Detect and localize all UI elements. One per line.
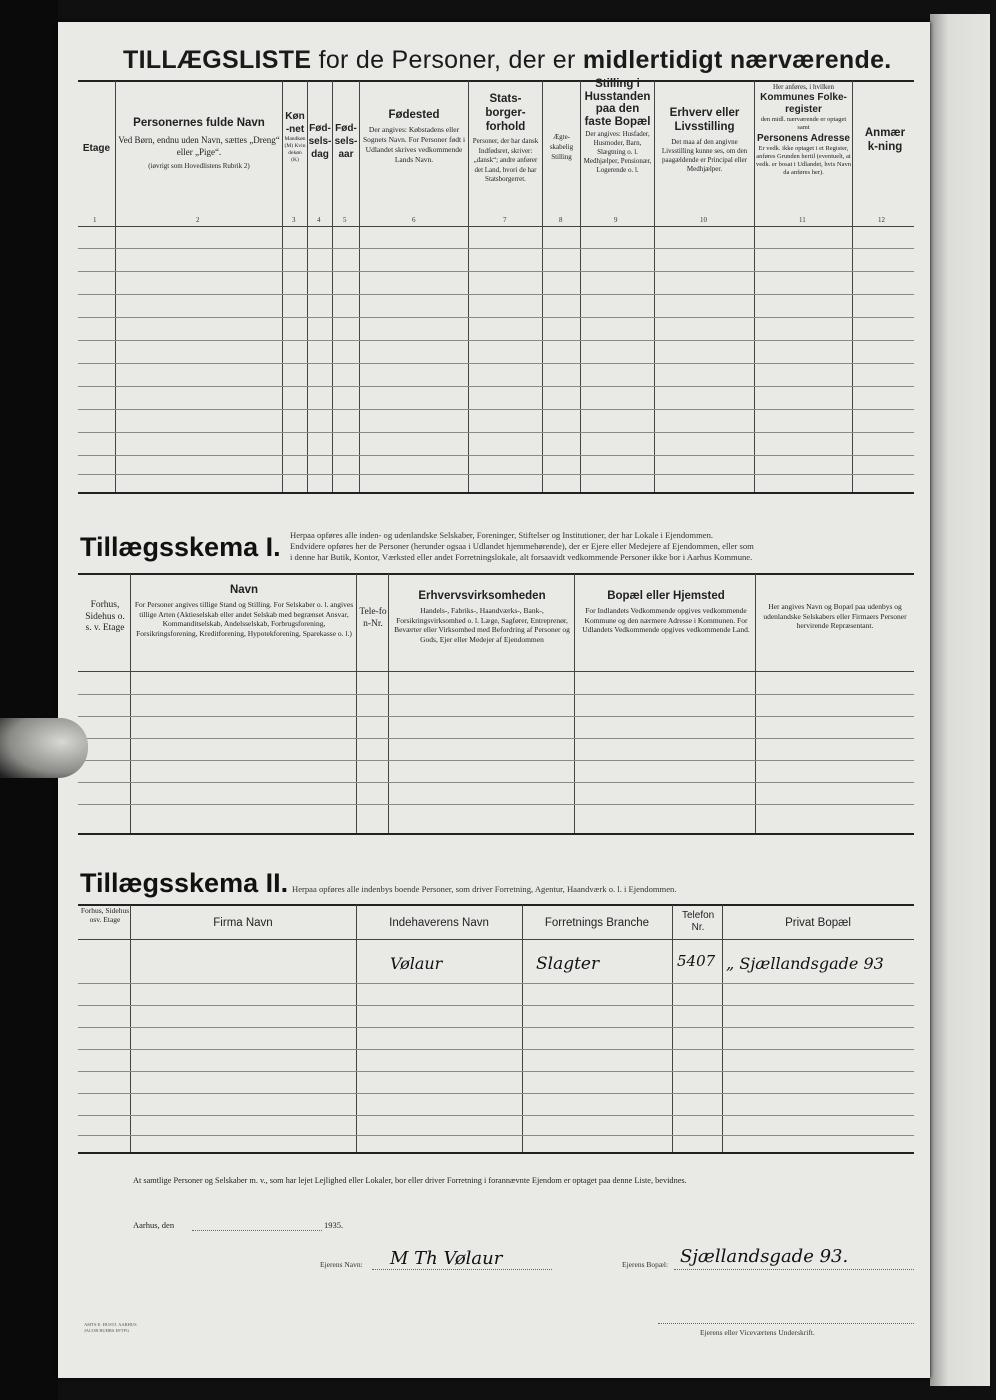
schema2-row1-phone: 5407 bbox=[677, 952, 716, 970]
col-folkeregister-header: Her anføres, i hvilken Kommunes Folke-register den midl. nærværende er optaget samt Personens Adresse Er vedk. ikke optaget i et Register, anføres Grunden hertil (eventuelt, at vedk. er bosat i Udlandet, hvis Navn da anføres her). bbox=[756, 83, 851, 176]
schema1-title: Tillægsskema I. bbox=[80, 532, 281, 562]
schema2-top-border bbox=[78, 904, 914, 906]
main-row-line bbox=[78, 248, 914, 249]
main-title-part3: midlertidigt nærværende. bbox=[582, 46, 892, 74]
schema1-description: Herpaa opføres alle inden- og udenlandske Selskaber, Foreninger, Stiftelser og Institutioner, der har Lokale i Ejendommen. Endvidere opføres her de Personer (herunder ogsaa i Udlandet hjemmehørende), der er Ejere eller Medejere af Ejendommen, eller som i denne har Butik, Kontor, Værksted eller andet Forretningslokale, alt forsaavidt vedkommende Personer ikke bor i Aarhus Kommune. bbox=[290, 530, 754, 562]
col-num-2: 2 bbox=[196, 216, 200, 224]
main-row-line bbox=[78, 455, 914, 456]
main-row-line bbox=[78, 363, 914, 364]
main-title bbox=[123, 46, 892, 75]
schema2-col-etage: Forhus, Sidehus osv. Etage bbox=[80, 906, 130, 924]
schema1-header-bottom bbox=[78, 671, 914, 672]
main-title-part2: for de Personer, der er bbox=[318, 46, 576, 74]
schema2-row-line bbox=[78, 1071, 914, 1072]
col-fodselsaar-header: Fød-sels-aar bbox=[334, 123, 358, 160]
schema1-row-line bbox=[78, 738, 914, 739]
printer-mark: AMTS E. HUSTJ. AARHUS JACOB BUHRS EFTFG bbox=[84, 1322, 137, 1333]
signature-label: Ejerens eller Viceværtens Underskrift. bbox=[700, 1328, 815, 1337]
main-vline-6 bbox=[468, 81, 469, 492]
schema2-row-line bbox=[78, 1135, 914, 1136]
schema2-col-firma: Firma Navn bbox=[213, 917, 273, 929]
main-row-line bbox=[78, 317, 914, 318]
schema2-row-line bbox=[78, 983, 914, 984]
col-navn-header: Personernes fulde Navn Ved Børn, endnu uden Navn, sættes „Dreng“ eller „Pige“. (iøvrigt som Hovedlistens Rubrik 2) bbox=[118, 117, 280, 170]
schema2-row1-owner: Vølaur bbox=[390, 954, 443, 973]
main-row-line bbox=[78, 386, 914, 387]
owner-address-value: Sjællandsgade 93. bbox=[680, 1246, 849, 1267]
col-anmaerkning-header: Anmærk-ning bbox=[864, 127, 906, 153]
census-form-page bbox=[58, 22, 930, 1378]
col-kon-header: Køn-net Mandkøn (M) Kvindekøn (K) bbox=[284, 111, 306, 163]
main-title-part1: TILLÆGSLISTE bbox=[123, 46, 312, 74]
main-table-bottom-border bbox=[78, 492, 914, 494]
footer-statement: At samtlige Personer og Selskaber m. v., som har lejet Lejlighed eller Lokaler, bor eller driver Forretning i forannævnte Ejendom er optaget paa denne Liste, bevidnes. bbox=[133, 1176, 687, 1185]
schema2-row-line bbox=[78, 1093, 914, 1094]
schema2-row-line bbox=[78, 1005, 914, 1006]
schema2-col-privat-bopael: Privat Bopæl bbox=[785, 917, 851, 929]
col-num-12: 12 bbox=[878, 216, 885, 224]
schema1-col-erhverv: Erhvervsvirksomheden Handels-, Fabriks-, Haandværks-, Bank-, Forsikringsvirksomhed o. l. Læge, Sagfører, Entreprenør, Beværter eller Virksomhed med Befordring af Personer og Gods, Ejer eller Medejer af Ejendommen bbox=[394, 590, 570, 644]
col-aegteskab-header: Ægte-skabelig Stilling bbox=[549, 133, 574, 161]
schema1-row-line bbox=[78, 760, 914, 761]
footer-date-line bbox=[192, 1229, 322, 1231]
main-row-line bbox=[78, 340, 914, 341]
main-table-header-bottom bbox=[78, 226, 914, 227]
owner-name-value: M Th Vølaur bbox=[390, 1248, 503, 1269]
col-num-3: 3 bbox=[292, 216, 296, 224]
main-vline-2 bbox=[282, 81, 283, 492]
main-row-line bbox=[78, 432, 914, 433]
schema2-row1-address: „ Sjællandsgade 93 bbox=[726, 954, 884, 973]
schema1-vline bbox=[130, 574, 131, 833]
book-spine-shadow bbox=[0, 0, 58, 1400]
col-stilling-header: Stilling i Husstanden paa den faste Bopæl Der angives: Husfader, Husmoder, Barn, Slægtning o. l. Medhjælper, Pensionær, Logerende o. l. bbox=[583, 78, 652, 174]
schema1-top-border bbox=[78, 573, 914, 575]
col-fodested-header: Fødested Der angives: Købstadens eller Sognets Navn. For Personer født i Udlandet skrives vedkommende Lands Navn. bbox=[362, 109, 466, 164]
schema1-vline bbox=[755, 574, 756, 833]
col-num-7: 7 bbox=[503, 216, 507, 224]
schema2-row-line bbox=[78, 1115, 914, 1116]
owner-address-label: Ejerens Bopæl: bbox=[622, 1260, 669, 1269]
main-row-line bbox=[78, 409, 914, 410]
col-num-8: 8 bbox=[559, 216, 563, 224]
schema2-col-telefon: Telefon Nr. bbox=[682, 910, 715, 933]
main-row-line bbox=[78, 474, 914, 475]
col-num-10: 10 bbox=[700, 216, 707, 224]
col-etage-header: Etage bbox=[82, 143, 111, 154]
schema2-header-bottom bbox=[78, 939, 914, 940]
main-vline-1 bbox=[115, 81, 116, 492]
schema2-bottom-border bbox=[78, 1152, 914, 1154]
schema1-vline bbox=[356, 574, 357, 833]
schema1-row-line bbox=[78, 782, 914, 783]
main-row-line bbox=[78, 271, 914, 272]
schema1-vline bbox=[388, 574, 389, 833]
schema1-vline bbox=[574, 574, 575, 833]
schema1-row-line bbox=[78, 804, 914, 805]
schema2-description: Herpaa opføres alle indenbys boende Personer, som driver Forretning, Agentur, Haandværk o. l. i Ejendommen. bbox=[292, 884, 677, 894]
main-vline-5 bbox=[359, 81, 360, 492]
owner-address-line bbox=[674, 1268, 914, 1270]
schema1-bottom-border bbox=[78, 833, 914, 835]
col-fodselsdag-header: Fød-sels-dag bbox=[308, 123, 332, 160]
col-num-9: 9 bbox=[614, 216, 618, 224]
col-num-1: 1 bbox=[93, 216, 97, 224]
schema1-col-etage: Forhus, Sidehus o. s. v. Etage bbox=[85, 600, 125, 633]
schema1-col-navn: Navn For Personer angives tillige Stand og Stilling. For Selskaber o. l. angives tillige Arten (Aktieselskab eller andet Selskab med begrænset Ansvar, Kommanditselskab, Andelsselskab, Forbrugsforening, Forsikringsforening, Kreditforening, Hypotekforening, Sparekasse o. l.) bbox=[134, 584, 354, 638]
schema2-row1-branche: Slagter bbox=[536, 954, 600, 974]
schema1-row-line bbox=[78, 716, 914, 717]
footer-year: 1935. bbox=[324, 1220, 344, 1230]
schema2-col-indehaver: Indehaverens Navn bbox=[389, 917, 489, 929]
footer-place: Aarhus, den bbox=[133, 1220, 175, 1230]
col-num-5: 5 bbox=[343, 216, 347, 224]
schema1-col-bopael: Bopæl eller Hjemsted For Indlandets Vedkommende opgives vedkommende Kommune og den nærmere Adresse i Kommunen. For Udlandets Vedkommende opgives vedkommende Land. bbox=[582, 590, 750, 634]
col-num-6: 6 bbox=[412, 216, 416, 224]
schema1-col-telefon: Tele-fon-Nr. bbox=[359, 607, 387, 629]
adjacent-page-edge bbox=[930, 14, 990, 1386]
signature-line bbox=[658, 1322, 914, 1324]
schema2-row-line bbox=[78, 1027, 914, 1028]
main-row-line bbox=[78, 294, 914, 295]
main-vline-9 bbox=[654, 81, 655, 492]
schema2-col-branche: Forretnings Branche bbox=[544, 917, 650, 929]
schema1-col-repraesentant: Her angives Navn og Bopæl paa udenbys og udenlandske Selskabers eller Firmaers Personer hervirende Repræsentant. bbox=[763, 602, 907, 630]
col-num-4: 4 bbox=[317, 216, 321, 224]
schema2-row-line bbox=[78, 1049, 914, 1050]
holding-thumb bbox=[0, 718, 88, 778]
col-statsborger-header: Stats-borger-forhold Personer, der har dansk Indfødsret, skriver: „dansk“; andre anfører det Land, hvori de har Statsborgerret. bbox=[472, 93, 539, 183]
schema1-row-line bbox=[78, 694, 914, 695]
col-erhverv-header: Erhverv eller Livsstilling Det maa af den angivne Livsstilling kunne ses, om den paagældende er Principal eller Medhjælper. bbox=[661, 107, 748, 173]
main-vline-11 bbox=[852, 81, 853, 492]
col-num-11: 11 bbox=[799, 216, 806, 224]
owner-name-label: Ejerens Navn: bbox=[320, 1260, 363, 1269]
schema2-title: Tillægsskema II. bbox=[80, 868, 289, 898]
